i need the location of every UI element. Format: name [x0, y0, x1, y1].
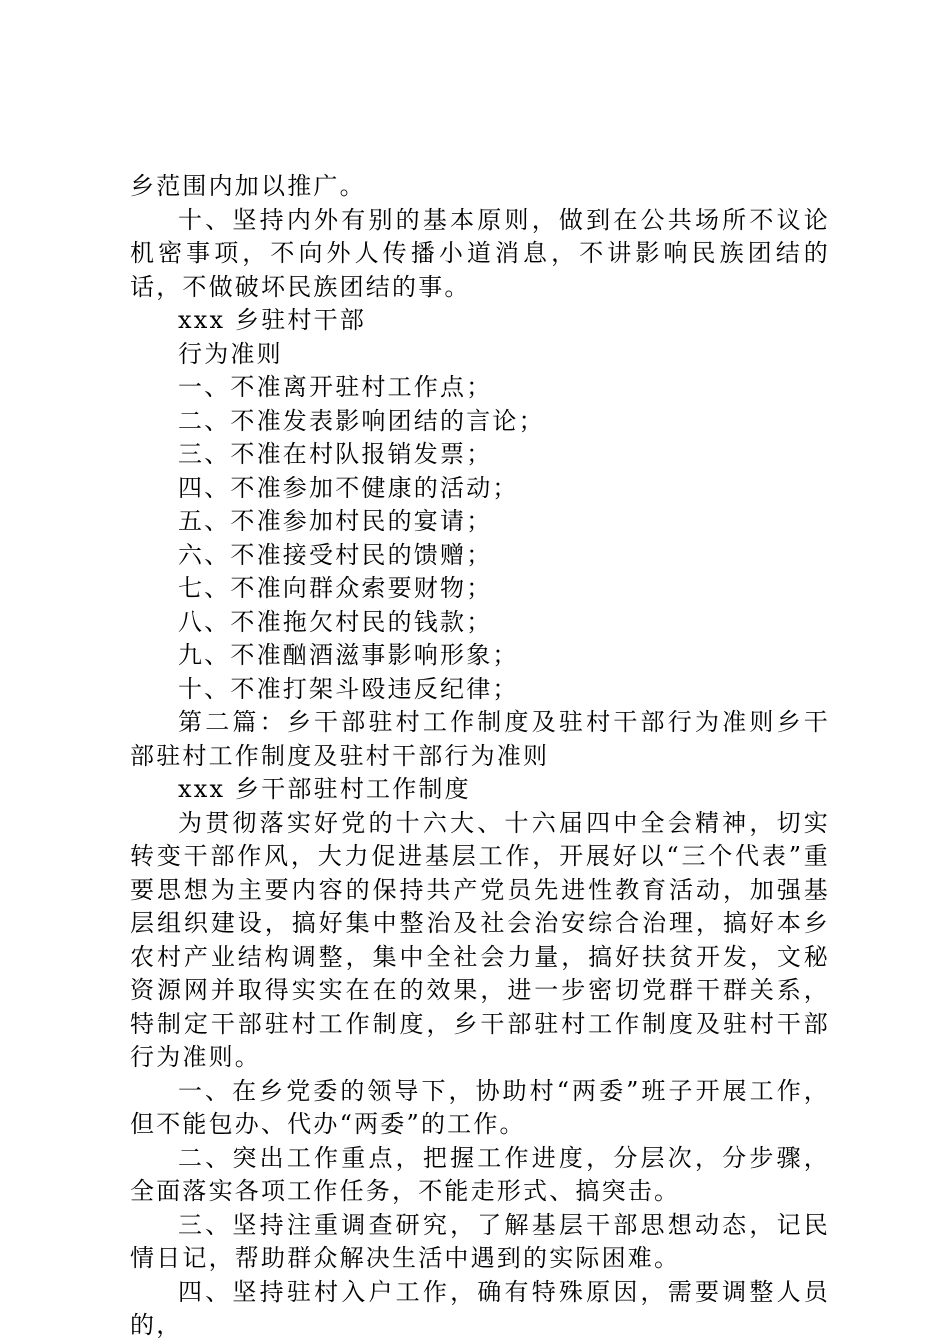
document-page: [130, 170, 830, 1343]
heading-cadre: xxx 乡驻村干部: [178, 306, 367, 334]
paragraph-rule-1: 一、在乡党委的领导下，协助村“两委”班子开展工作，但不能包办、代办“两委”的工作。: [130, 1076, 830, 1138]
conduct-item-3: 三、不准在村队报销发票；: [178, 440, 493, 468]
conduct-item-2: 二、不准发表影响团结的言论；: [178, 406, 545, 435]
paragraph-rule-4: 四、坚持驻村入户工作，确有特殊原因，需要调整人员的，: [130, 1277, 830, 1339]
conduct-item-5: 五、不准参加村民的宴请；: [178, 507, 493, 535]
paragraph-rule-2: 二、突出工作重点，把握工作进度，分层次，分步骤，全面落实各项工作任务，不能走形式、搞突击。: [130, 1143, 830, 1205]
conduct-item-4: 四、不准参加不健康的活动；: [178, 473, 519, 502]
conduct-item-7: 七、不准向群众索要财物；: [178, 574, 493, 602]
heading-code-of-conduct: 行为准则: [178, 339, 283, 368]
paragraph-continuation: 乡范围内加以推广。: [130, 172, 366, 200]
conduct-item-1: 一、不准离开驻村工作点；: [178, 373, 493, 401]
conduct-item-10: 十、不准打架斗殴违反纪律；: [178, 674, 519, 703]
paragraph-preamble: 为贯彻落实好党的十六大、十六届四中全会精神，切实转变干部作风，大力促进基层工作，开展好以“三个代表”重要思想为主要内容的保持共产党员先进性教育活动，加强基层组织建设，搞好集中整治及社会治安综合治理，搞好本乡农村产业结构调整，集中全社会力量，搞好扶贫开发，文秘资源网并取得实实在在的效果，进一步密切党群干群关系，特制定干部驻村工作制度，乡干部驻村工作制度及驻村干部行为准则。: [130, 808, 830, 1071]
paragraph-rule-3: 三、坚持注重调查研究，了解基层干部思想动态，记民情日记，帮助群众解决生活中遇到的实际困难。: [130, 1210, 830, 1272]
paragraph-rule-10: 十、坚持内外有别的基本原则，做到在公共场所不议论机密事项，不向外人传播小道消息，不讲影响民族团结的话，不做破坏民族团结的事。: [130, 205, 830, 301]
conduct-item-8: 八、不准拖欠村民的钱款；: [178, 607, 493, 636]
conduct-item-6: 六、不准接受村民的馈赠；: [178, 540, 493, 569]
conduct-item-9: 九、不准酗酒滋事影响形象；: [178, 641, 519, 669]
heading-work-system: xxx 乡干部驻村工作制度: [178, 775, 471, 803]
section-title-part-two: 第二篇：乡干部驻村工作制度及驻村干部行为准则乡干部驻村工作制度及驻村干部行为准则: [130, 708, 830, 770]
